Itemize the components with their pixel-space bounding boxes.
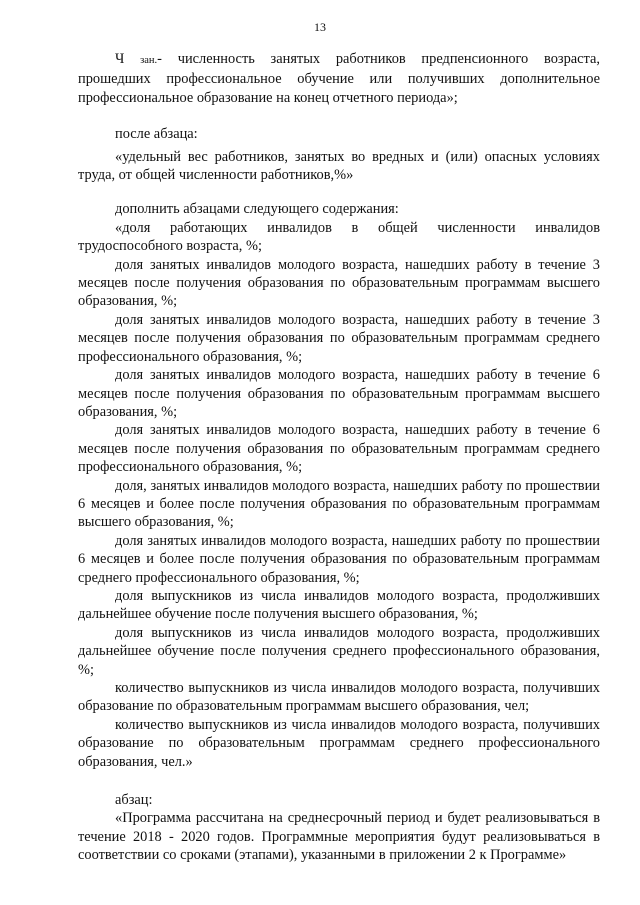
indicator-item: доля занятых инвалидов молодого возраста, нашедших работу в течение 6 месяцев после получения образования по образовательным программам среднего профессионального образования, %; <box>78 422 600 476</box>
indicator-item: доля занятых инвалидов молодого возраста, нашедших работу в течение 3 месяцев после получения образования по образовательным программам высшего образования, %; <box>78 256 600 310</box>
definition-subscript: зан. <box>140 55 158 66</box>
indicator-item: количество выпускников из числа инвалидов молодого возраста, получивших образование по образовательным программам среднего профессионального образования, чел.» <box>78 716 600 770</box>
indicator-item: доля выпускников из числа инвалидов молодого возраста, продолживших дальнейшее обучение после получения высшего образования, %; <box>78 587 600 623</box>
document-body <box>78 50 600 865</box>
definition-text: - численность занятых работников предпенсионного возраста, прошедших профессиональное обучение или получивших дополнительное профессиональное образование на конец отчетного периода»; <box>78 51 600 106</box>
indicator-item: доля, занятых инвалидов молодого возраста, нашедших работу по прошествии 6 месяцев и более после получения образования по образовательным программам высшего образования, %; <box>78 477 600 531</box>
indicator-item: количество выпускников из числа инвалидов молодого возраста, получивших образование по образовательным программам высшего образования, чел; <box>78 680 600 715</box>
after-paragraph-quote: «удельный вес работников, занятых во вредных и (или) опасных условиях труда, от общей численности работников,%» <box>78 148 600 184</box>
definition-symbol: Ч <box>115 51 125 67</box>
paragraph-label: абзац: <box>115 792 153 809</box>
supplement-label: дополнить абзацами следующего содержания: <box>115 201 399 218</box>
indicator-item: доля занятых инвалидов молодого возраста, нашедших работу в течение 3 месяцев после получения образования по образовательным программам среднего профессионального образования, %; <box>78 311 600 365</box>
indicator-item: доля выпускников из числа инвалидов молодого возраста, продолживших дальнейшее обучение после получения среднего профессионального образования, %; <box>78 624 600 678</box>
definition-paragraph <box>78 50 600 107</box>
indicator-item: доля занятых инвалидов молодого возраста, нашедших работу по прошествии 6 месяцев и более после получения образования по образовательным программам среднего профессионального образования, %; <box>78 532 600 586</box>
paragraph-quote: «Программа рассчитана на среднесрочный период и будет реализовываться в течение 2018 - 2020 годов. Программные мероприятия будут реализовываться в соответствии со сроками (этапами), указанными в приложении 2 к Программе» <box>78 810 600 864</box>
indicator-item: доля занятых инвалидов молодого возраста, нашедших работу в течение 6 месяцев после получения образования по образовательным программам высшего образования, %; <box>78 367 600 420</box>
indicator-item: «доля работающих инвалидов в общей численности инвалидов трудоспособного возраста, %; <box>78 219 600 255</box>
after-paragraph-label: после абзаца: <box>115 126 198 143</box>
page-number: 13 <box>314 20 326 34</box>
